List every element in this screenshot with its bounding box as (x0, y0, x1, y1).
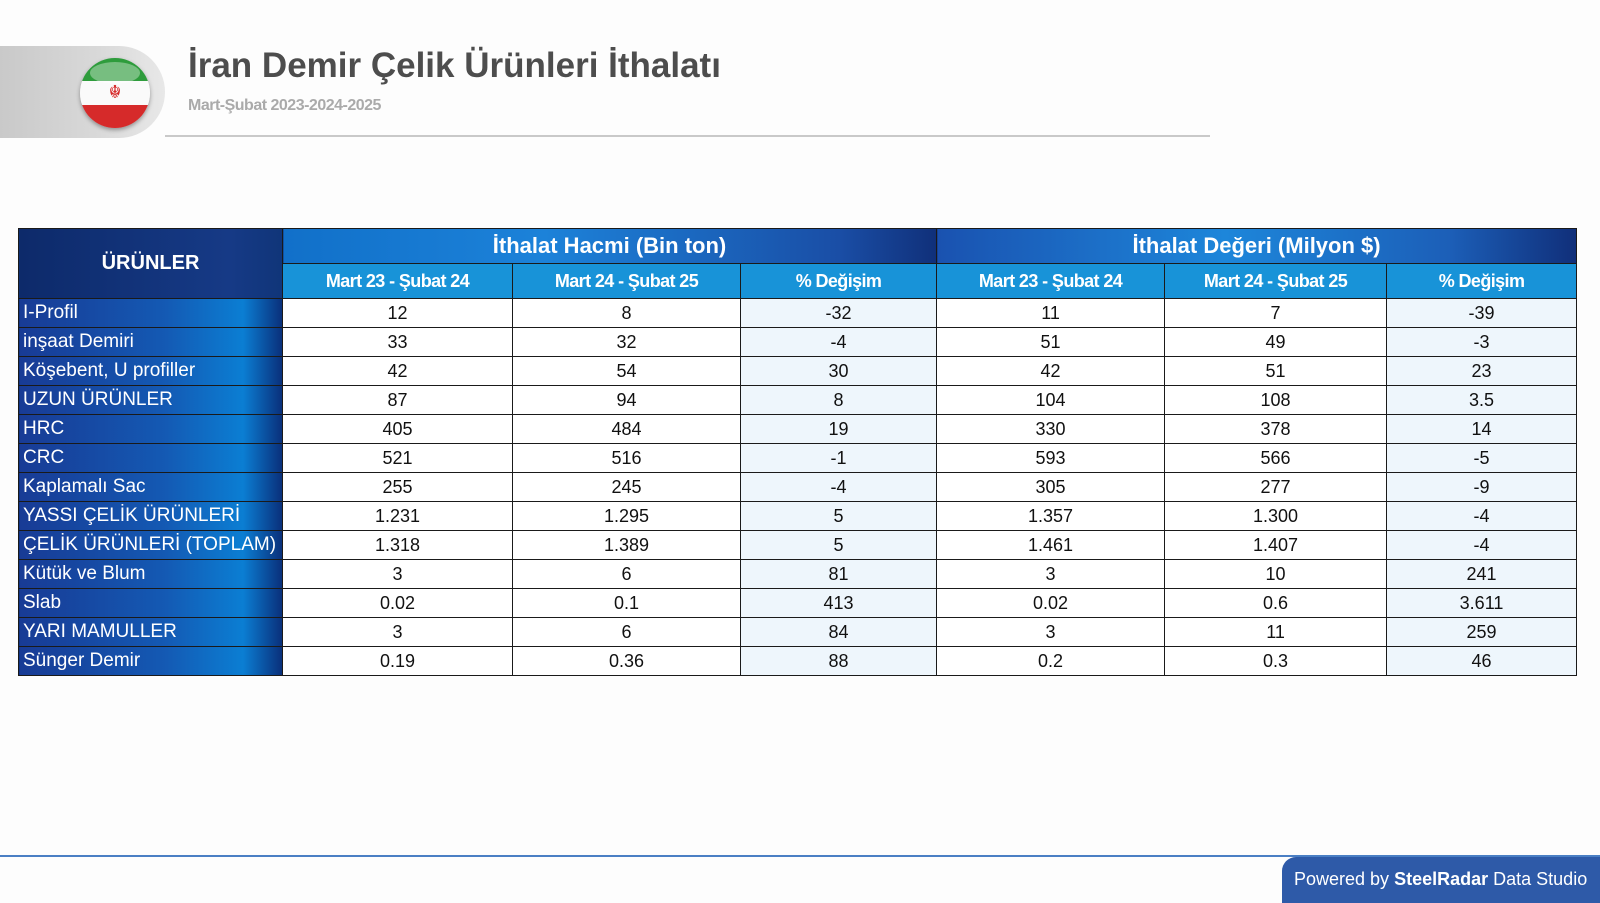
value-cell: 94 (513, 386, 741, 415)
change-cell: 5 (741, 502, 937, 531)
value-cell: 1.318 (283, 531, 513, 560)
value-cell: 54 (513, 357, 741, 386)
value-cell: 11 (937, 299, 1165, 328)
table-row (19, 589, 1577, 618)
value-cell: 566 (1165, 444, 1387, 473)
table-row (19, 502, 1577, 531)
change-cell: -5 (1387, 444, 1577, 473)
value-cell: 49 (1165, 328, 1387, 357)
value-cell: 0.1 (513, 589, 741, 618)
value-cell: 1.295 (513, 502, 741, 531)
footer-powered-by: Powered by (1294, 869, 1390, 889)
value-cell: 42 (283, 357, 513, 386)
volume-change-header: % Değişim (741, 264, 937, 299)
value-cell: 255 (283, 473, 513, 502)
product-name-cell: Kütük ve Blum (19, 560, 283, 589)
product-name-cell: inşaat Demiri (19, 328, 283, 357)
product-name-cell: Köşebent, U profiller (19, 357, 283, 386)
value-cell: 12 (283, 299, 513, 328)
product-name-cell: HRC (19, 415, 283, 444)
value-cell: 6 (513, 618, 741, 647)
table-row (19, 328, 1577, 357)
table-row (19, 386, 1577, 415)
value-period-1-header: Mart 23 - Şubat 24 (937, 264, 1165, 299)
value-cell: 104 (937, 386, 1165, 415)
volume-period-1-header: Mart 23 - Şubat 24 (283, 264, 513, 299)
volume-period-2-header: Mart 24 - Şubat 25 (513, 264, 741, 299)
footer-brand: SteelRadar (1394, 869, 1489, 889)
iran-flag-icon: ☬ (80, 58, 150, 128)
change-cell: 23 (1387, 357, 1577, 386)
table-row (19, 473, 1577, 502)
value-cell: 0.02 (283, 589, 513, 618)
change-cell: 413 (741, 589, 937, 618)
change-cell: -1 (741, 444, 937, 473)
change-cell: 3.611 (1387, 589, 1577, 618)
value-cell: 108 (1165, 386, 1387, 415)
value-cell: 32 (513, 328, 741, 357)
value-cell: 330 (937, 415, 1165, 444)
value-group-header: İthalat Değeri (Milyon $) (937, 229, 1577, 264)
table-row (19, 444, 1577, 473)
product-name-cell: Slab (19, 589, 283, 618)
change-cell: 8 (741, 386, 937, 415)
value-cell: 516 (513, 444, 741, 473)
product-name-cell: I-Profil (19, 299, 283, 328)
value-cell: 51 (937, 328, 1165, 357)
table-row (19, 647, 1577, 676)
change-cell: -4 (741, 328, 937, 357)
value-change-header: % Değişim (1387, 264, 1577, 299)
value-cell: 0.19 (283, 647, 513, 676)
change-cell: 5 (741, 531, 937, 560)
value-cell: 593 (937, 444, 1165, 473)
change-cell: 30 (741, 357, 937, 386)
value-cell: 405 (283, 415, 513, 444)
footer-product: Data Studio (1493, 869, 1588, 889)
product-name-cell: Kaplamalı Sac (19, 473, 283, 502)
value-cell: 1.389 (513, 531, 741, 560)
change-cell: 46 (1387, 647, 1577, 676)
page-title: İran Demir Çelik Ürünleri İthalatı (188, 46, 721, 85)
change-cell: 19 (741, 415, 937, 444)
value-cell: 3 (283, 618, 513, 647)
value-cell: 378 (1165, 415, 1387, 444)
change-cell: -4 (1387, 502, 1577, 531)
value-cell: 3 (283, 560, 513, 589)
value-cell: 33 (283, 328, 513, 357)
product-name-cell: UZUN ÜRÜNLER (19, 386, 283, 415)
value-cell: 1.357 (937, 502, 1165, 531)
table-row (19, 560, 1577, 589)
change-cell: 81 (741, 560, 937, 589)
product-name-cell: ÇELİK ÜRÜNLERİ (TOPLAM) (19, 531, 283, 560)
value-cell: 3 (937, 618, 1165, 647)
table-row (19, 531, 1577, 560)
table-row (19, 299, 1577, 328)
value-cell: 42 (937, 357, 1165, 386)
value-cell: 1.231 (283, 502, 513, 531)
value-cell: 305 (937, 473, 1165, 502)
product-name-cell: YARI MAMULLER (19, 618, 283, 647)
value-cell: 87 (283, 386, 513, 415)
value-cell: 521 (283, 444, 513, 473)
change-cell: 84 (741, 618, 937, 647)
value-cell: 1.300 (1165, 502, 1387, 531)
footer-branding (1282, 857, 1600, 903)
change-cell: -4 (1387, 531, 1577, 560)
import-table (18, 228, 1577, 676)
change-cell: -3 (1387, 328, 1577, 357)
change-cell: 3.5 (1387, 386, 1577, 415)
change-cell: 14 (1387, 415, 1577, 444)
value-cell: 277 (1165, 473, 1387, 502)
change-cell: -39 (1387, 299, 1577, 328)
title-divider (165, 135, 1210, 137)
change-cell: 241 (1387, 560, 1577, 589)
value-cell: 8 (513, 299, 741, 328)
value-cell: 7 (1165, 299, 1387, 328)
table-body (19, 299, 1577, 676)
value-cell: 0.6 (1165, 589, 1387, 618)
change-cell: -4 (741, 473, 937, 502)
value-cell: 484 (513, 415, 741, 444)
value-cell: 6 (513, 560, 741, 589)
table-row (19, 415, 1577, 444)
value-period-2-header: Mart 24 - Şubat 25 (1165, 264, 1387, 299)
value-cell: 3 (937, 560, 1165, 589)
value-cell: 0.36 (513, 647, 741, 676)
product-name-cell: Sünger Demir (19, 647, 283, 676)
value-cell: 11 (1165, 618, 1387, 647)
page-subtitle: Mart-Şubat 2023-2024-2025 (188, 97, 381, 114)
product-name-cell: YASSI ÇELİK ÜRÜNLERİ (19, 502, 283, 531)
change-cell: 88 (741, 647, 937, 676)
value-cell: 1.407 (1165, 531, 1387, 560)
product-name-cell: CRC (19, 444, 283, 473)
value-cell: 1.461 (937, 531, 1165, 560)
change-cell: -32 (741, 299, 937, 328)
value-cell: 0.2 (937, 647, 1165, 676)
change-cell: 259 (1387, 618, 1577, 647)
value-cell: 51 (1165, 357, 1387, 386)
volume-group-header: İthalat Hacmi (Bin ton) (283, 229, 937, 264)
value-cell: 10 (1165, 560, 1387, 589)
products-column-header: ÜRÜNLER (19, 229, 283, 299)
value-cell: 0.02 (937, 589, 1165, 618)
table-row (19, 618, 1577, 647)
value-cell: 245 (513, 473, 741, 502)
value-cell: 0.3 (1165, 647, 1387, 676)
table-row (19, 357, 1577, 386)
change-cell: -9 (1387, 473, 1577, 502)
